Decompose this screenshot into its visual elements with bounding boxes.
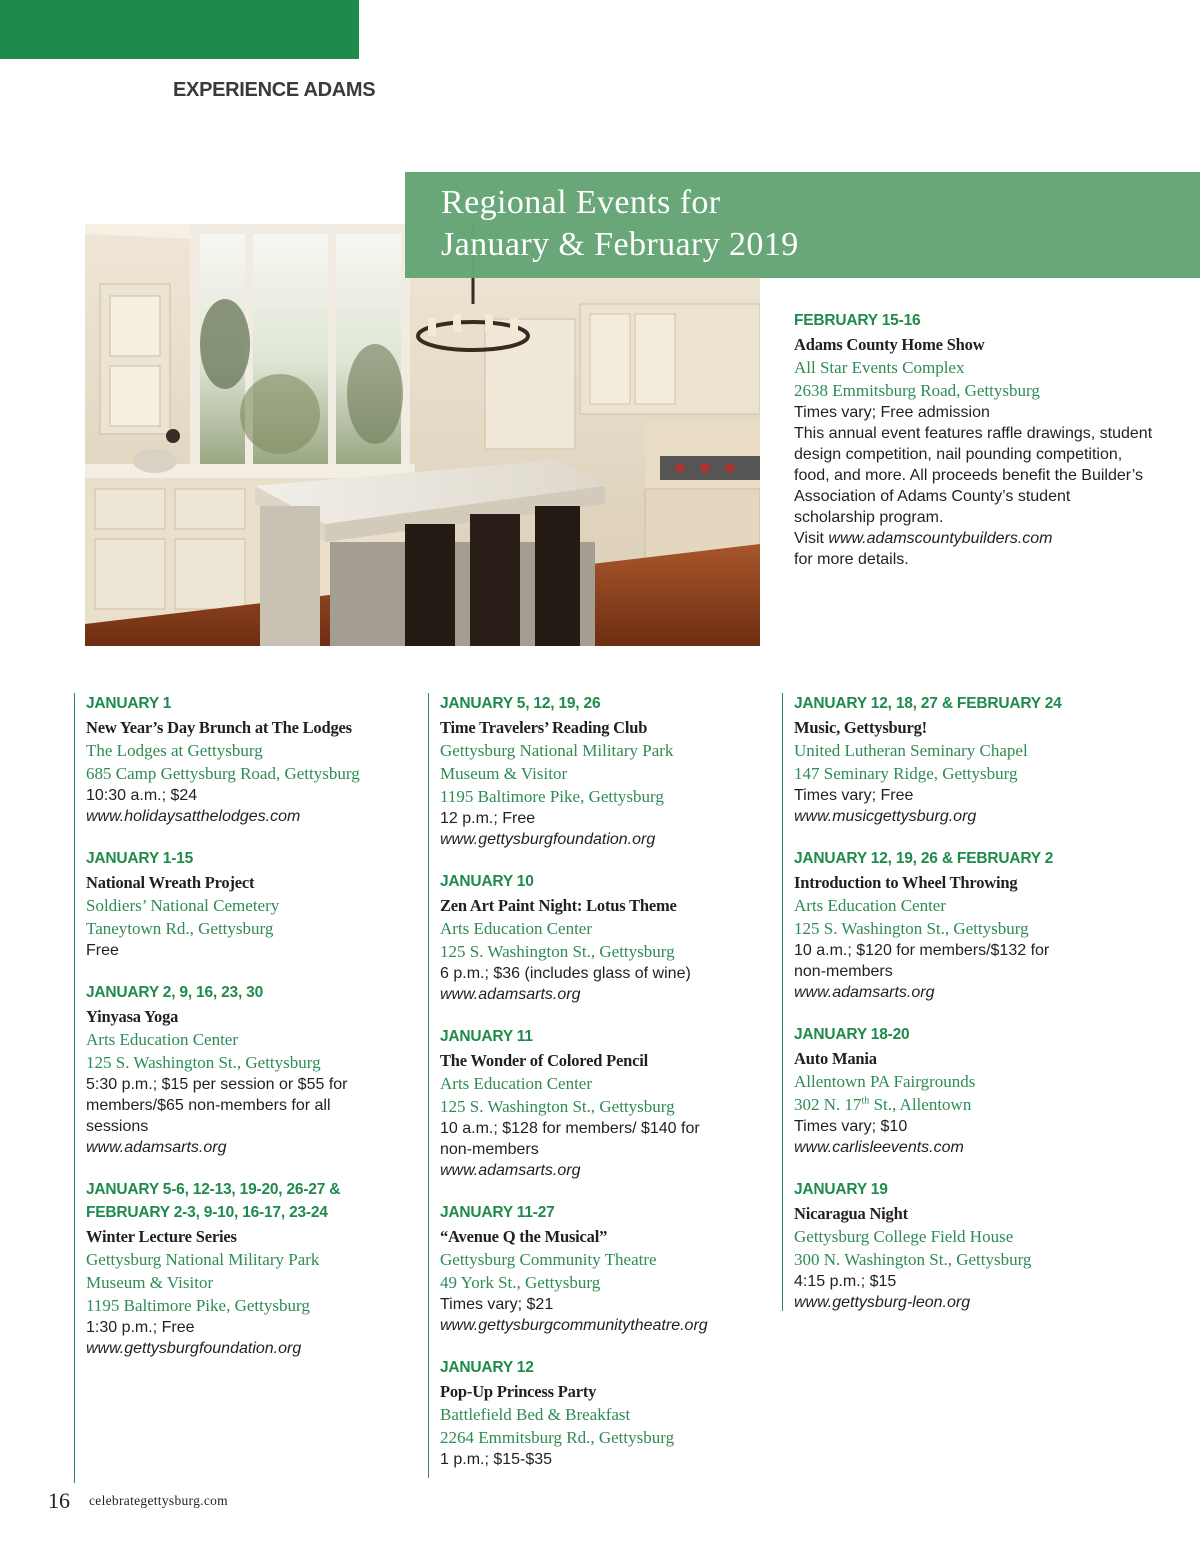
event-entry (440, 1202, 776, 1336)
event-details: 1:30 p.m.; Free (86, 1319, 195, 1336)
event-name: “Avenue Q the Musical” (440, 1227, 608, 1246)
event-venue: Gettysburg College Field House (794, 1227, 1014, 1246)
event-details: 5:30 p.m.; $15 per session or $55 for (86, 1076, 348, 1093)
events-column-2 (428, 693, 776, 1478)
event-website-link[interactable]: www.gettysburgcommunitytheatre.org (440, 1317, 708, 1334)
events-column-1 (74, 693, 422, 1483)
event-details: 1 p.m.; $15-$35 (440, 1451, 553, 1468)
event-date: JANUARY 12, 19, 26 & FEBRUARY 2 (794, 850, 1054, 867)
event-website-link[interactable]: www.adamscountybuilders.com (828, 530, 1053, 547)
event-date: JANUARY 11 (440, 1028, 533, 1045)
event-website-link[interactable]: www.adamsarts.org (440, 1162, 581, 1179)
event-date: JANUARY 5, 12, 19, 26 (440, 695, 601, 712)
event-name: Winter Lecture Series (86, 1227, 237, 1246)
event-date: JANUARY 18-20 (794, 1026, 910, 1043)
event-description: This annual event features raffle drawings, student design competition, nail pounding competition, food, and more. All proceeds benefit the Builder’s Association of Adams County’s student scholarship program. (794, 425, 1153, 526)
event-entry (794, 848, 1130, 1003)
event-venue: Gettysburg Community Theatre (440, 1250, 657, 1269)
event-website-link[interactable]: www.gettysburgfoundation.org (440, 831, 656, 848)
event-name: Nicaragua Night (794, 1204, 908, 1223)
event-address: 49 York St., Gettysburg (440, 1273, 601, 1292)
event-date: JANUARY 1-15 (86, 850, 194, 867)
address-pre: 302 N. 17 (794, 1095, 862, 1114)
event-name: The Wonder of Colored Pencil (440, 1051, 648, 1070)
event-address: Museum & Visitor (86, 1273, 214, 1292)
event-details: non-members (440, 1141, 539, 1158)
event-address: Museum & Visitor (440, 764, 568, 783)
event-name: Music, Gettysburg! (794, 718, 927, 737)
event-address: 1195 Baltimore Pike, Gettysburg (86, 1296, 310, 1315)
event-date: JANUARY 2, 9, 16, 23, 30 (86, 984, 263, 1001)
event-visit-suffix: for more details. (794, 551, 909, 568)
event-venue: Gettysburg National Military Park (440, 741, 674, 760)
event-date: JANUARY 5-6, 12-13, 19-20, 26-27 & (86, 1181, 341, 1198)
event-details: 12 p.m.; Free (440, 810, 536, 827)
event-venue: The Lodges at Gettysburg (86, 741, 263, 760)
event-venue: Arts Education Center (794, 896, 947, 915)
event-entry (86, 1179, 422, 1359)
event-entry (440, 693, 776, 850)
event-details: 10 a.m.; $128 for members/ $140 for (440, 1120, 700, 1137)
event-address: 2264 Emmitsburg Rd., Gettysburg (440, 1428, 675, 1447)
event-visit-line (794, 528, 1154, 549)
event-entry (86, 848, 422, 961)
event-name: Pop-Up Princess Party (440, 1382, 597, 1401)
event-name: Time Travelers’ Reading Club (440, 718, 648, 737)
event-venue: United Lutheran Seminary Chapel (794, 741, 1028, 760)
event-name: New Year’s Day Brunch at The Lodges (86, 718, 352, 737)
event-date: JANUARY 11-27 (440, 1204, 555, 1221)
address-superscript: th (861, 1095, 870, 1107)
section-label: EXPERIENCE ADAMS (173, 79, 376, 101)
event-venue: Arts Education Center (86, 1030, 239, 1049)
event-details: sessions (86, 1118, 149, 1135)
event-website-link[interactable]: www.gettysburg-leon.org (794, 1294, 971, 1311)
event-address: 685 Camp Gettysburg Road, Gettysburg (86, 764, 360, 783)
event-details: non-members (794, 963, 893, 980)
event-website-link[interactable]: www.gettysburgfoundation.org (86, 1340, 302, 1357)
top-green-bar (0, 0, 359, 59)
event-venue: Gettysburg National Military Park (86, 1250, 320, 1269)
event-name: Zen Art Paint Night: Lotus Theme (440, 896, 677, 915)
event-details: Times vary; $10 (794, 1118, 908, 1135)
event-details: Free (86, 942, 119, 959)
event-details: Times vary; Free admission (794, 404, 990, 421)
event-venue: Arts Education Center (440, 919, 593, 938)
event-date-continued: FEBRUARY 2-3, 9-10, 16-17, 23-24 (86, 1204, 328, 1221)
visit-prefix: Visit (794, 530, 829, 547)
event-name: Auto Mania (794, 1049, 877, 1068)
event-website-link[interactable]: www.adamsarts.org (794, 984, 935, 1001)
featured-event (794, 310, 1154, 570)
event-address: Taneytown Rd., Gettysburg (86, 919, 274, 938)
event-name: National Wreath Project (86, 873, 255, 892)
event-entry (440, 871, 776, 1005)
event-date: JANUARY 10 (440, 873, 534, 890)
event-address: 300 N. Washington St., Gettysburg (794, 1250, 1032, 1269)
event-website-link[interactable]: www.carlisleevents.com (794, 1139, 964, 1156)
event-venue: All Star Events Complex (794, 358, 965, 377)
event-date: FEBRUARY 15-16 (794, 312, 921, 329)
event-address (794, 1093, 1130, 1116)
event-website-link[interactable]: www.holidaysatthelodges.com (86, 808, 301, 825)
event-venue: Soldiers’ National Cemetery (86, 896, 280, 915)
event-website-link[interactable]: www.adamsarts.org (440, 986, 581, 1003)
event-address: 125 S. Washington St., Gettysburg (440, 942, 675, 961)
event-details: Times vary; Free (794, 787, 914, 804)
footer-website: celebrategettysburg.com (89, 1493, 228, 1508)
event-details: members/$65 non-members for all (86, 1097, 331, 1114)
event-address: 125 S. Washington St., Gettysburg (794, 919, 1029, 938)
address-post: St., Allentown (869, 1095, 972, 1114)
event-entry (794, 1179, 1130, 1313)
event-address: 147 Seminary Ridge, Gettysburg (794, 764, 1018, 783)
page-title-line-1: Regional Events for (441, 184, 721, 221)
event-address: 1195 Baltimore Pike, Gettysburg (440, 787, 664, 806)
event-name: Adams County Home Show (794, 335, 985, 354)
event-details: 10:30 a.m.; $24 (86, 787, 198, 804)
event-entry (440, 1026, 776, 1181)
event-address: 125 S. Washington St., Gettysburg (440, 1097, 675, 1116)
event-venue: Arts Education Center (440, 1074, 593, 1093)
event-details: 6 p.m.; $36 (includes glass of wine) (440, 965, 691, 982)
event-venue: Allentown PA Fairgrounds (794, 1072, 976, 1091)
event-entry (86, 693, 422, 827)
events-column-3 (782, 693, 1130, 1311)
event-venue: Battlefield Bed & Breakfast (440, 1405, 631, 1424)
event-entry (794, 1024, 1130, 1158)
kitchen-photo (85, 224, 760, 646)
event-date: JANUARY 12, 18, 27 & FEBRUARY 24 (794, 695, 1062, 712)
page-number: 16 (48, 1488, 70, 1513)
event-address: 125 S. Washington St., Gettysburg (86, 1053, 321, 1072)
page-title-line-2: January & February 2019 (441, 226, 799, 263)
event-name: Yinyasa Yoga (86, 1007, 179, 1026)
event-address: 2638 Emmitsburg Road, Gettysburg (794, 381, 1040, 400)
event-website-link[interactable]: www.musicgettysburg.org (794, 808, 977, 825)
event-details: Times vary; $21 (440, 1296, 554, 1313)
event-entry (794, 693, 1130, 827)
event-website-link[interactable]: www.adamsarts.org (86, 1139, 227, 1156)
event-entry (86, 982, 422, 1158)
event-details: 10 a.m.; $120 for members/$132 for (794, 942, 1050, 959)
event-date: JANUARY 19 (794, 1181, 888, 1198)
event-name: Introduction to Wheel Throwing (794, 873, 1018, 892)
event-entry (440, 1357, 776, 1470)
event-details: 4:15 p.m.; $15 (794, 1273, 897, 1290)
event-date: JANUARY 12 (440, 1359, 534, 1376)
event-date: JANUARY 1 (86, 695, 172, 712)
